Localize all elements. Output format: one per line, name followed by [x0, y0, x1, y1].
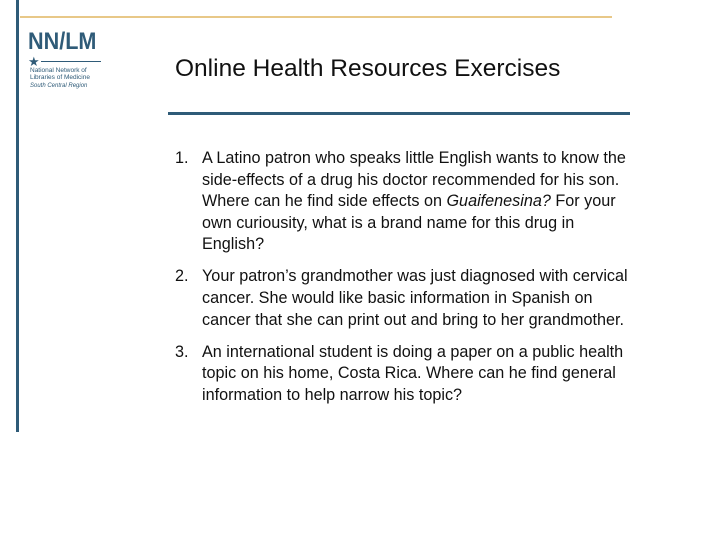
exercise-number: 1. [175, 149, 189, 167]
title-underline [168, 112, 630, 115]
exercise-text: An international student is doing a paper on a public health topic on his home, Costa Rica. Where can he find general information to help narrow his topic? [202, 342, 624, 404]
nnlm-logo [28, 30, 108, 92]
star-icon: ★ [28, 54, 40, 69]
exercise-list [175, 148, 635, 417]
top-decorative-rule [20, 16, 612, 18]
left-decorative-rule [16, 0, 19, 432]
exercise-item-3 [175, 342, 635, 407]
exercise-text-before: A Latino patron who speaks little English wants to know the side-effects of a drug his doctor recommended for his son. Where can he find side effects on [202, 149, 626, 211]
exercise-item-2 [175, 266, 635, 331]
logo-region: South Central Region [30, 83, 88, 89]
logo-org-name: National Network of Libraries of Medicine [30, 67, 90, 81]
logo-divider [41, 61, 101, 62]
page-title: Online Health Resources Exercises [175, 55, 561, 82]
exercise-text-after: For your own curiousity, what is a brand name for this drug in English? [202, 192, 616, 254]
exercise-item-1 [175, 148, 635, 256]
drug-name: Guaifenesina? [446, 192, 551, 211]
exercise-number: 2. [175, 267, 189, 286]
exercise-text: Your patron’s grandmother was just diagnosed with cervical cancer. She would like basic information in Spanish on cancer that she can print out and bring to her grandmother. [202, 267, 628, 329]
exercise-number: 3. [175, 342, 189, 361]
logo-mark: NN/LM [28, 28, 97, 55]
